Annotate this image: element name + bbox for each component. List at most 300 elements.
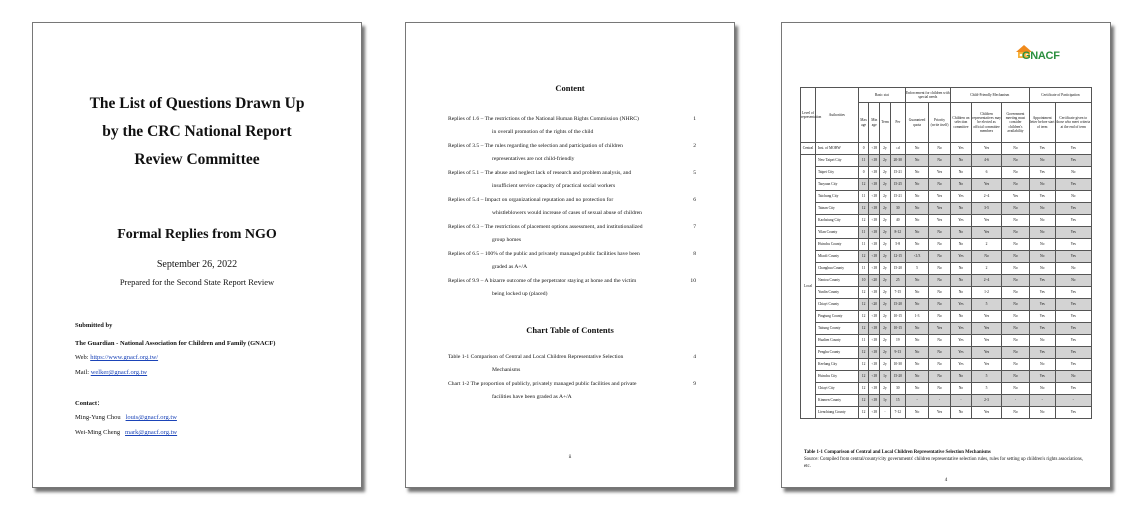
- contents-heading: Content: [555, 83, 585, 93]
- table-cell: <18: [869, 155, 880, 167]
- table-cell: 15-25: [890, 179, 905, 191]
- table-cell: 6: [972, 167, 1002, 179]
- table-caption: Table 1-1 Comparison of Central and Local Children Representative Selection Mechanisms: [804, 450, 991, 455]
- table-cell: Yes: [972, 143, 1002, 155]
- table-cell: No: [950, 275, 971, 287]
- table-cell: Taichung City: [815, 191, 858, 203]
- table-cell: No: [1002, 311, 1030, 323]
- table-cell: -: [1029, 395, 1055, 407]
- table-cell: 0: [858, 167, 869, 179]
- table-cell: <18: [869, 371, 880, 383]
- table-cell: 11: [858, 335, 869, 347]
- table-cell: Lienchiang County: [815, 407, 858, 419]
- table-cell: No: [929, 371, 950, 383]
- table-cell: 11: [858, 263, 869, 275]
- table-cell: Yes: [929, 215, 950, 227]
- table-cell: <18: [869, 215, 880, 227]
- table-cell: 2~4: [972, 191, 1002, 203]
- table-cell: No: [929, 299, 950, 311]
- table-cell: No: [905, 215, 929, 227]
- table-cell: Yes: [950, 359, 971, 371]
- table-cell: No: [1002, 227, 1030, 239]
- gnacf-logo: [1008, 43, 1070, 65]
- contact-label: Contact：: [75, 400, 104, 407]
- table-cell: No: [929, 383, 950, 395]
- table-cell: No: [905, 347, 929, 359]
- col-header: Priority (write itself): [929, 103, 950, 143]
- table-cell: 12: [858, 179, 869, 191]
- table-cell: No: [950, 167, 971, 179]
- table-cell: Yes: [1029, 311, 1055, 323]
- table-cell: Miaoli County: [815, 251, 858, 263]
- table-cell: <18: [869, 179, 880, 191]
- chart-toc-heading: Chart Table of Contents: [526, 325, 614, 335]
- table-cell: 2y: [880, 299, 891, 311]
- table-cell: No: [929, 347, 950, 359]
- toc-entry[interactable]: Replies of 3.5 – The rules regarding the selection and participation of children representatives are not child-friendly 2: [448, 143, 696, 162]
- logo-text: GNACF: [1022, 50, 1060, 62]
- table-cell: No: [1029, 215, 1055, 227]
- contents-list: [448, 113, 696, 302]
- table-cell: 20-30: [890, 155, 905, 167]
- table-cell: <18: [869, 239, 880, 251]
- table-cell: No: [929, 263, 950, 275]
- table-cell: No: [905, 359, 929, 371]
- table-cell: Yes: [972, 311, 1002, 323]
- table-cell: No: [950, 407, 971, 419]
- table-cell: No: [1002, 383, 1030, 395]
- table-cell: Yes: [1055, 359, 1091, 371]
- table-cell: 12-15: [890, 251, 905, 263]
- table-cell: Yes: [1055, 179, 1091, 191]
- table-cell: No: [1002, 347, 1030, 359]
- table-cell: 2y: [880, 311, 891, 323]
- table-cell: No: [929, 335, 950, 347]
- table-cell: No: [929, 155, 950, 167]
- table-cell: Yes: [972, 323, 1002, 335]
- toc-entry[interactable]: Replies of 5.4 – Impact on organizational reputation and no protection for whistleblowers would increase of cases of sexual abuse of children 6: [448, 197, 696, 216]
- table-cell: Yes: [972, 347, 1002, 359]
- table-cell: 10: [858, 275, 869, 287]
- col-header: Min age: [869, 103, 880, 143]
- table-cell: Yilan County: [815, 227, 858, 239]
- table-cell: -: [950, 395, 971, 407]
- table-cell: No: [1002, 323, 1030, 335]
- table-cell: 19: [890, 335, 905, 347]
- table-cell: No: [1002, 239, 1030, 251]
- table-cell: 11: [858, 239, 869, 251]
- table-cell: 2y: [880, 275, 891, 287]
- table-cell: 30: [890, 383, 905, 395]
- table-row: [801, 155, 1092, 167]
- table-cell: 2y: [880, 227, 891, 239]
- table-cell: 2y: [880, 383, 891, 395]
- table-cell: <18: [869, 347, 880, 359]
- mail-link[interactable]: welker@gnacf.org.tw: [90, 369, 148, 376]
- table-cell: <18: [869, 203, 880, 215]
- table-cell: No: [905, 287, 929, 299]
- table-cell: 12: [858, 395, 869, 407]
- table-cell: Yes: [929, 167, 950, 179]
- table-cell: Yes: [929, 323, 950, 335]
- submitted-label: Submitted by: [75, 322, 113, 329]
- table-cell: 12: [858, 287, 869, 299]
- cover-date: September 26, 2022: [156, 259, 238, 270]
- table-cell: No: [905, 239, 929, 251]
- col-header: Level of representation: [801, 88, 816, 143]
- table-cell: No: [1055, 371, 1091, 383]
- table-cell: Yes: [1055, 287, 1091, 299]
- table-cell: 12: [858, 323, 869, 335]
- table-cell: Penghu County: [815, 347, 858, 359]
- table-cell: 1y: [880, 371, 891, 383]
- table-cell: 2-3: [972, 395, 1002, 407]
- table-cell: 10-30: [890, 359, 905, 371]
- table-cell: No: [929, 311, 950, 323]
- table-cell: Yes: [972, 215, 1002, 227]
- col-header: Government meeting must consider children's availability: [1002, 103, 1030, 143]
- table-cell: 40: [890, 215, 905, 227]
- table-cell: 2y: [880, 323, 891, 335]
- table-cell: No: [929, 275, 950, 287]
- table-cell: 5: [972, 383, 1002, 395]
- table-cell: Yes: [1029, 371, 1055, 383]
- table-cell: 12: [858, 371, 869, 383]
- table-cell: 12: [858, 215, 869, 227]
- table-cell: 2y: [880, 191, 891, 203]
- table-cell: No: [1055, 263, 1091, 275]
- table-cell: <18: [869, 311, 880, 323]
- table-cell: No: [929, 359, 950, 371]
- table-cell: 2y: [880, 359, 891, 371]
- contact-row: Ming-Yung Chou louis@gnacf.org.tw: [75, 414, 177, 421]
- table-cell: -: [929, 395, 950, 407]
- table-cell: No: [1002, 335, 1030, 347]
- table-cell: No: [950, 227, 971, 239]
- table-cell: No: [1002, 299, 1030, 311]
- table-cell: 1-2: [972, 287, 1002, 299]
- web-line: Web: https://www.gnacf.org.tw/: [75, 354, 159, 361]
- table-cell: No: [929, 143, 950, 155]
- table-row: [801, 383, 1092, 395]
- table-cell: 12: [858, 383, 869, 395]
- table-cell: No: [905, 383, 929, 395]
- table-cell: No: [1029, 407, 1055, 419]
- table-cell: No: [905, 275, 929, 287]
- table-cell: 2y: [880, 203, 891, 215]
- table-cell: Yes: [950, 191, 971, 203]
- table-cell: No: [905, 407, 929, 419]
- table-cell: 7-15: [890, 287, 905, 299]
- table-cell: Chiayi County: [815, 299, 858, 311]
- table-cell: <1/3: [905, 251, 929, 263]
- table-cell: 11: [858, 227, 869, 239]
- table-cell: Yes: [1055, 251, 1091, 263]
- table-row: [801, 407, 1092, 419]
- table-cell: Taitung County: [815, 323, 858, 335]
- table-cell: No: [972, 251, 1002, 263]
- table-cell: No: [905, 371, 929, 383]
- table-cell: No: [1055, 275, 1091, 287]
- table-cell: Yes: [1029, 299, 1055, 311]
- table-cell: Yes: [972, 407, 1002, 419]
- table-cell: No: [1029, 227, 1055, 239]
- toc-entry[interactable]: Replies of 6.3 – The restrictions of placement options assessment, and institutionalized group homes 7: [448, 224, 696, 243]
- table-cell: 5: [972, 299, 1002, 311]
- table-cell: No: [905, 203, 929, 215]
- table-cell: Kinmen County: [815, 395, 858, 407]
- table-cell: Taipei City: [815, 167, 858, 179]
- table-cell: Yes: [1029, 347, 1055, 359]
- cover-page: [32, 22, 362, 488]
- group-header: Child-Friendly Mechanism: [950, 88, 1029, 103]
- table-cell: <18: [869, 167, 880, 179]
- table-cell: No: [950, 203, 971, 215]
- table-cell: 15-20: [890, 299, 905, 311]
- cover-title: The List of Questions Drawn Up by the CRC National Report Review Committee: [89, 95, 305, 168]
- table-caption-block: [804, 449, 1084, 470]
- table-row: [801, 191, 1092, 203]
- table-cell: 12: [858, 407, 869, 419]
- table-cell: 0: [858, 143, 869, 155]
- group-header: Certificate of Participation: [1029, 88, 1091, 103]
- table-source: Source: Compiled from central/county/city governments' children representative selection rules, rules for setting up children's rights associations, etc.: [804, 457, 1083, 469]
- table-cell: 9-13: [890, 347, 905, 359]
- table-cell: Yes: [1055, 323, 1091, 335]
- contact-email-link[interactable]: louis@gnacf.org.tw: [125, 414, 177, 421]
- table-cell: 2y: [880, 263, 891, 275]
- table-cell: No: [1002, 155, 1030, 167]
- table-cell: Keelung City: [815, 359, 858, 371]
- table-cell: No: [950, 311, 971, 323]
- table-cell: Yes: [1029, 287, 1055, 299]
- table-cell: No: [905, 155, 929, 167]
- table-row: [801, 371, 1092, 383]
- page-number: ii: [568, 455, 572, 460]
- table-cell: Hsinchu County: [815, 239, 858, 251]
- table-cell: 12: [858, 359, 869, 371]
- table-cell: No: [905, 167, 929, 179]
- table-cell: No: [950, 263, 971, 275]
- table-cell: No: [950, 179, 971, 191]
- table-cell: No: [905, 179, 929, 191]
- table-cell: 8-12: [890, 227, 905, 239]
- chart-toc-entry[interactable]: Chart 1-2 The proportion of publicly, privately managed public facilities and private facilities have been graded as A+/A 9: [448, 381, 696, 400]
- table-cell: 15-21: [890, 167, 905, 179]
- table-cell: No: [950, 239, 971, 251]
- col-header: Guaranteed quota: [905, 103, 929, 143]
- table-cell: Yes: [950, 251, 971, 263]
- table-cell: Yes: [1029, 191, 1055, 203]
- table-cell: 5: [905, 263, 929, 275]
- table-cell: Yes: [1055, 155, 1091, 167]
- table-cell: No: [905, 323, 929, 335]
- table-cell: 12: [858, 251, 869, 263]
- table-cell: Yes: [950, 299, 971, 311]
- table-cell: No: [1029, 251, 1055, 263]
- table-cell: Yes: [1029, 167, 1055, 179]
- table-cell: No: [1029, 263, 1055, 275]
- table-cell: Kaohsiung City: [815, 215, 858, 227]
- table-cell: 2~4: [972, 275, 1002, 287]
- toc-entry[interactable]: Replies of 5.1 – The abuse and neglect lack of research and problem analysis, and insufficient service capacity of practical social workers 5: [448, 170, 696, 189]
- table-cell: 2y: [880, 167, 891, 179]
- table-cell: Chiayi City: [815, 383, 858, 395]
- mail-line: Mail: welker@gnacf.org.tw: [75, 369, 148, 376]
- table-cell: -: [880, 407, 891, 419]
- table-cell: Yes: [950, 215, 971, 227]
- toc-entry[interactable]: Replies of 1.6 – The restrictions of the National Human Rights Commission (NHRC) in overall promotion of the rights of the child 1: [448, 116, 696, 135]
- contents-page: [405, 22, 735, 488]
- table-cell: No: [929, 227, 950, 239]
- table-cell: Yes: [950, 335, 971, 347]
- col-header: Authorities: [815, 88, 858, 143]
- table-cell: 2y: [880, 155, 891, 167]
- contact-email-link[interactable]: mark@gnacf.org.tw: [125, 429, 178, 436]
- table-cell: 10-15: [890, 311, 905, 323]
- table-cell: Pingtung County: [815, 311, 858, 323]
- cover-subtitle: Formal Replies from NGO: [117, 227, 277, 242]
- col-header: Appointment letter before start of term: [1029, 103, 1055, 143]
- table-cell: <18: [869, 323, 880, 335]
- table-cell: No: [1002, 143, 1030, 155]
- toc-entry[interactable]: Replies of 9.9 – A bizarre outcome of the perpetrator staying at home and the victim being locked up (placed) 10: [448, 278, 696, 297]
- table-cell: 12: [858, 347, 869, 359]
- group-header: Enforcement for children with special needs: [905, 88, 950, 103]
- table-cell: Hualien County: [815, 335, 858, 347]
- table-cell: No: [929, 239, 950, 251]
- col-header: Children representatives may be elected as official committee members: [972, 103, 1002, 143]
- table-cell: No: [1055, 167, 1091, 179]
- table-row: [801, 323, 1092, 335]
- table-cell: Yes: [929, 407, 950, 419]
- table-cell: 11: [858, 191, 869, 203]
- table-cell: <18: [869, 407, 880, 419]
- table-cell: Nantou County: [815, 275, 858, 287]
- table-row: [801, 287, 1092, 299]
- table-cell: Yes: [1055, 383, 1091, 395]
- table-cell: Yunlin County: [815, 287, 858, 299]
- table-cell: No: [1029, 383, 1055, 395]
- chart-toc-entry[interactable]: Table 1-1 Comparison of Central and Local Children Representative Selection Mechanisms 4: [448, 354, 696, 373]
- org-name: The Guardian - National Association for Children and Family (GNACF): [75, 340, 276, 347]
- table-cell: No: [905, 335, 929, 347]
- table-cell: No: [1055, 191, 1091, 203]
- table-cell: No: [1002, 251, 1030, 263]
- table-cell: Yes: [972, 227, 1002, 239]
- table-cell: No: [1002, 215, 1030, 227]
- table-cell: 2y: [880, 179, 891, 191]
- table-row: [801, 239, 1092, 251]
- table-cell: Taoyuan City: [815, 179, 858, 191]
- table-cell: No: [1002, 263, 1030, 275]
- table-cell: No: [929, 287, 950, 299]
- table-cell: No: [929, 179, 950, 191]
- table-row: [801, 311, 1092, 323]
- table-cell: <18: [869, 287, 880, 299]
- table-cell: Inst. of MOHW: [815, 143, 858, 155]
- table-cell: Yes: [1029, 143, 1055, 155]
- table-cell: Yes: [1029, 275, 1055, 287]
- table-cell: Yes: [1055, 239, 1091, 251]
- col-header: Per: [890, 103, 905, 143]
- web-link[interactable]: https://www.gnacf.org.tw/: [90, 354, 159, 361]
- toc-entry[interactable]: Replies of 6.5 – 100% of the public and privately managed public facilities have been graded as A+/A 8: [448, 251, 696, 270]
- table-cell: Yes: [1055, 335, 1091, 347]
- page-number: 4: [944, 478, 948, 483]
- table-row: [801, 215, 1092, 227]
- contact-row: Wei-Ming Cheng mark@gnacf.org.tw: [75, 429, 178, 436]
- table-cell: Yes: [1055, 215, 1091, 227]
- table-cell: 7-12: [890, 407, 905, 419]
- table-cell: ≤d: [890, 143, 905, 155]
- table-cell: <18: [869, 359, 880, 371]
- table-cell: 10-15: [890, 323, 905, 335]
- table-cell: 2y: [880, 251, 891, 263]
- table-cell: No: [1029, 359, 1055, 371]
- table-cell: No: [950, 287, 971, 299]
- table-cell: 12: [858, 299, 869, 311]
- table-cell: 15-21: [890, 191, 905, 203]
- table-row: [801, 347, 1092, 359]
- table-cell: <18: [869, 191, 880, 203]
- table-cell: <20: [869, 299, 880, 311]
- table-cell: 1y: [880, 395, 891, 407]
- table-cell: No: [1029, 179, 1055, 191]
- table-cell: Tainan City: [815, 203, 858, 215]
- table-cell: Yes: [1055, 203, 1091, 215]
- table-cell: 5: [972, 371, 1002, 383]
- col-header: Certificate given to those who meet criteria at the end of term: [1055, 103, 1091, 143]
- table-cell: 2y: [880, 215, 891, 227]
- table-cell: 2y: [880, 335, 891, 347]
- table-cell: 2y: [880, 347, 891, 359]
- table-cell: Yes: [972, 179, 1002, 191]
- table-cell: <18: [869, 335, 880, 347]
- table-cell: Yes: [1055, 311, 1091, 323]
- table-cell: Local: [801, 155, 816, 419]
- table-cell: New Taipei City: [815, 155, 858, 167]
- table-row: [801, 143, 1092, 155]
- table-cell: No: [1002, 167, 1030, 179]
- table-cell: No: [950, 371, 971, 383]
- table-cell: <18: [869, 395, 880, 407]
- table-cell: No: [1002, 371, 1030, 383]
- table-cell: No: [905, 191, 929, 203]
- table-cell: Yes: [929, 203, 950, 215]
- table-cell: Yes: [950, 347, 971, 359]
- table-cell: Hsinchu City: [815, 371, 858, 383]
- table-cell: No: [1002, 203, 1030, 215]
- table-cell: No: [905, 143, 929, 155]
- table-cell: -: [1055, 395, 1091, 407]
- cover-prepared: Prepared for the Second State Report Review: [119, 277, 275, 287]
- table-cell: No: [1029, 335, 1055, 347]
- table-cell: Yes: [950, 323, 971, 335]
- group-header: Basic stat: [858, 88, 905, 103]
- table-cell: 12: [858, 311, 869, 323]
- table-cell: Central: [801, 143, 816, 155]
- table-cell: No: [905, 299, 929, 311]
- table-cell: No: [905, 227, 929, 239]
- table-row: [801, 395, 1092, 407]
- table-cell: 2: [972, 263, 1002, 275]
- table-cell: No: [1002, 359, 1030, 371]
- table-row: [801, 179, 1092, 191]
- table-body: [801, 143, 1092, 419]
- table-cell: <18: [869, 383, 880, 395]
- table-cell: Yes: [1029, 323, 1055, 335]
